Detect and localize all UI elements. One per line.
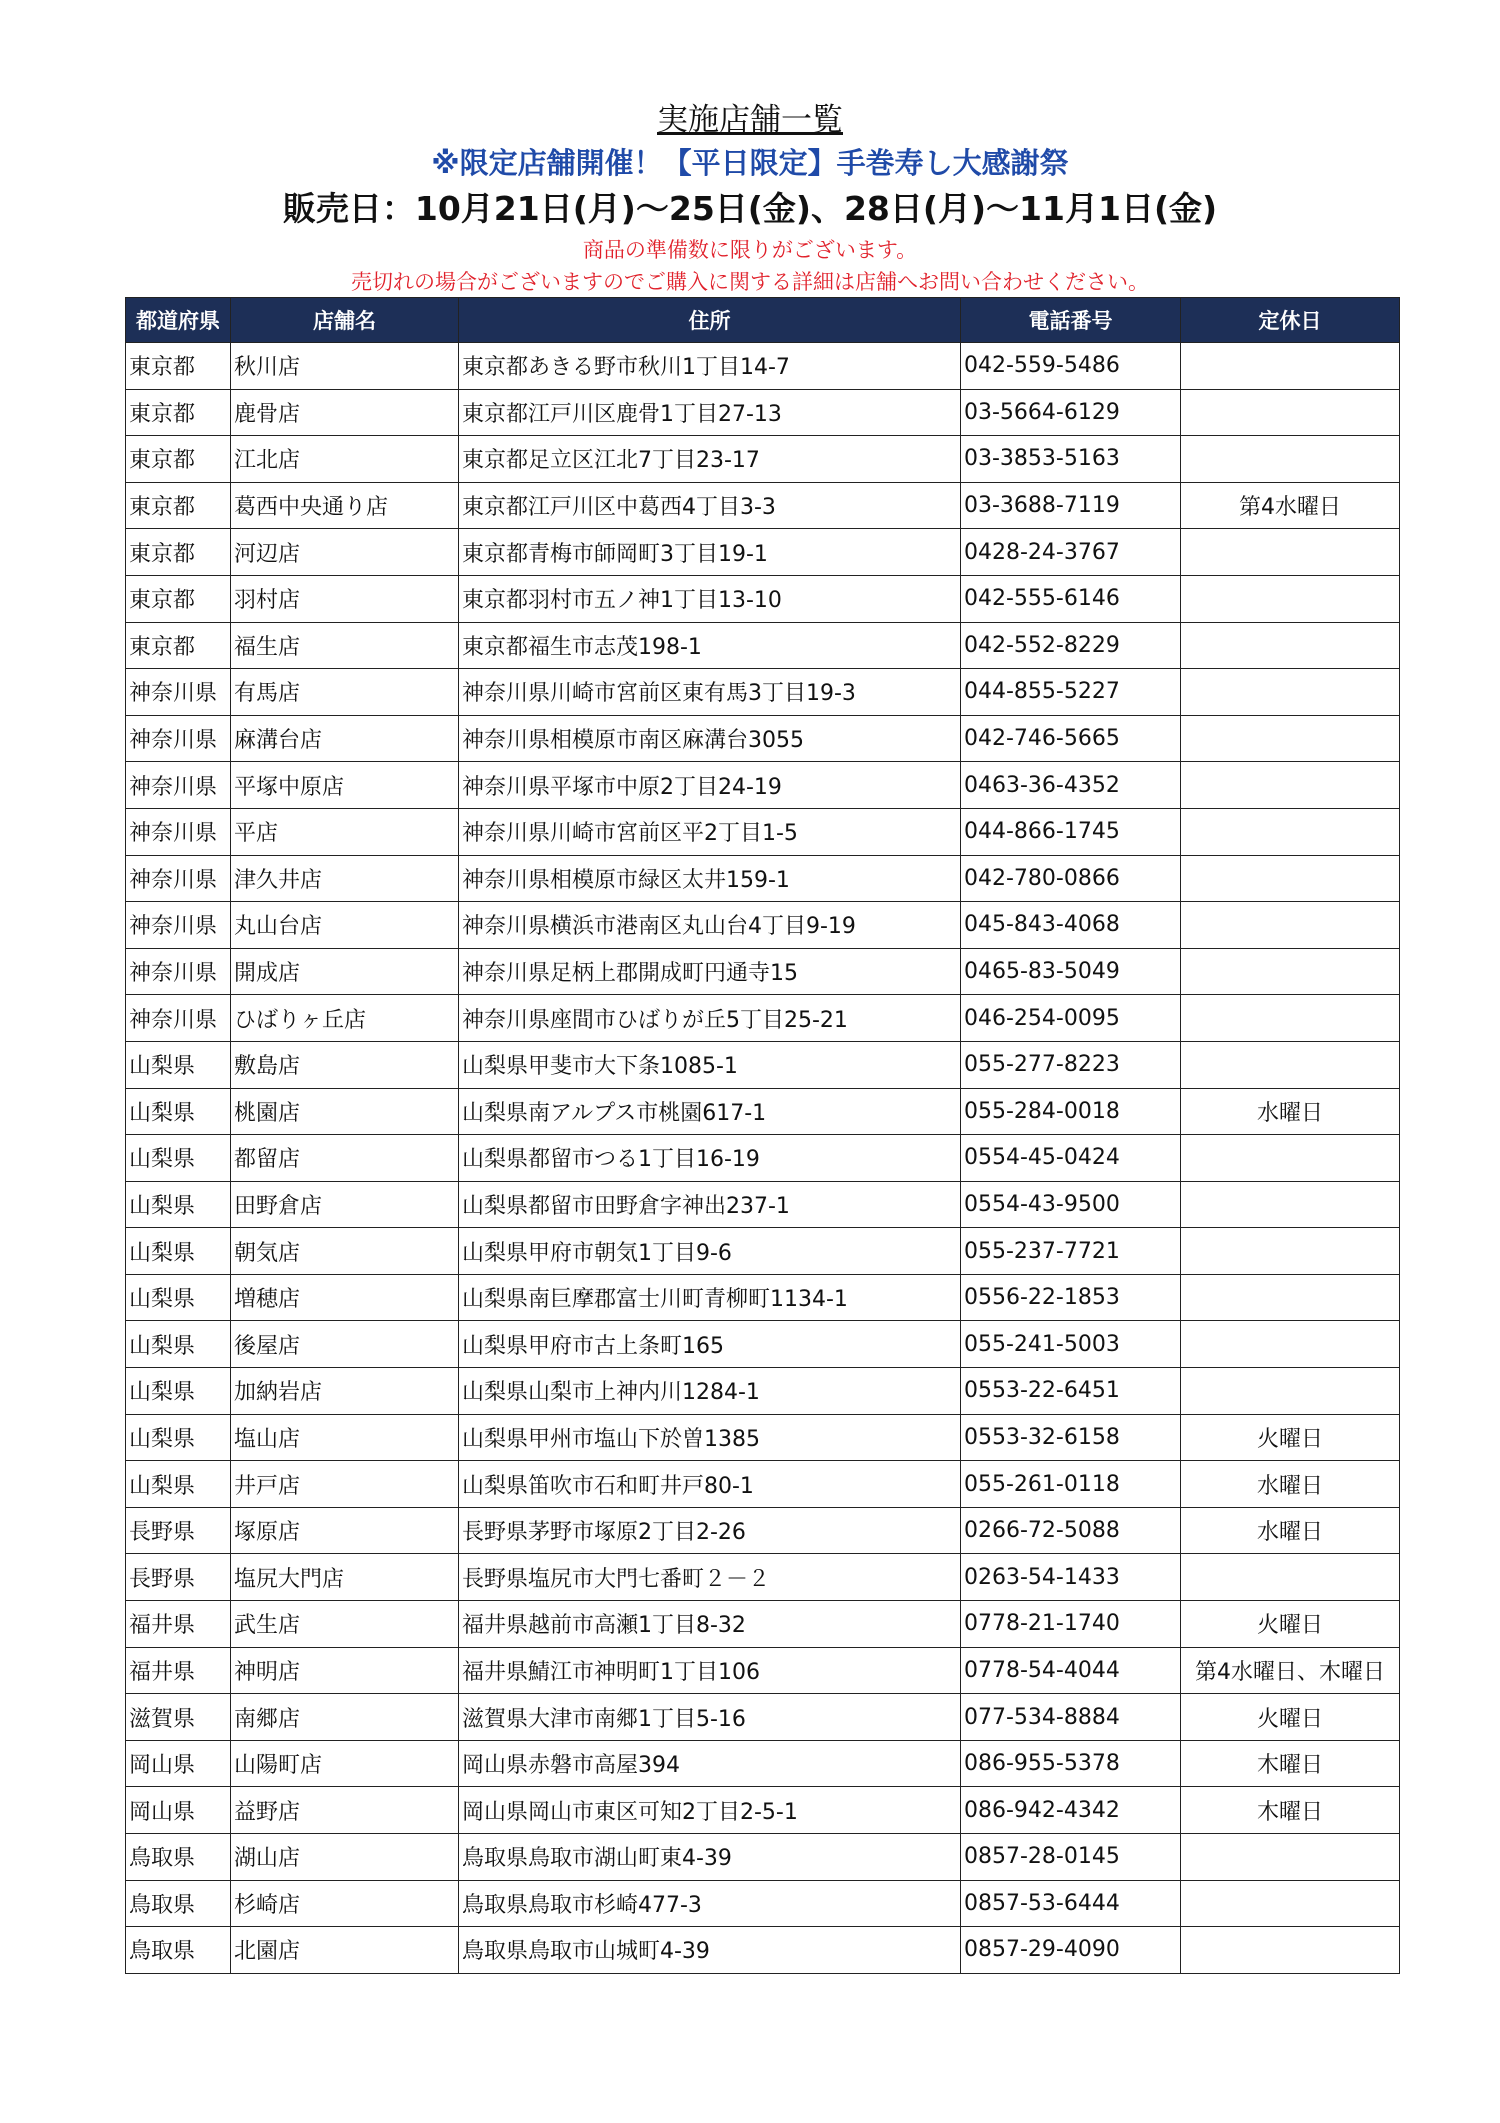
- cell-phone: 0465-83-5049: [961, 948, 1181, 995]
- cell-holiday: [1181, 1554, 1400, 1601]
- cell-address: 山梨県笛吹市石和町井戸80-1: [459, 1461, 961, 1508]
- cell-holiday: 水曜日: [1181, 1461, 1400, 1508]
- cell-address: 鳥取県鳥取市山城町4-39: [459, 1927, 961, 1974]
- cell-address: 福井県鯖江市神明町1丁目106: [459, 1647, 961, 1694]
- cell-phone: 046-254-0095: [961, 995, 1181, 1042]
- cell-address: 神奈川県平塚市中原2丁目24-19: [459, 762, 961, 809]
- cell-address: 山梨県都留市田野倉字神出237-1: [459, 1181, 961, 1228]
- cell-phone: 055-241-5003: [961, 1321, 1181, 1368]
- cell-holiday: 火曜日: [1181, 1694, 1400, 1741]
- cell-address: 山梨県都留市つる1丁目16-19: [459, 1135, 961, 1182]
- cell-phone: 045-843-4068: [961, 902, 1181, 949]
- cell-store-name: 朝気店: [231, 1228, 459, 1275]
- cell-store-name: 田野倉店: [231, 1181, 459, 1228]
- table-row: [126, 1554, 1400, 1601]
- column-header-address: 住所: [459, 298, 961, 343]
- cell-holiday: [1181, 808, 1400, 855]
- inquiry-note: 売切れの場合がございますのでご購入に関する詳細は店舗へお問い合わせください。: [351, 270, 1149, 294]
- cell-holiday: 水曜日: [1181, 1507, 1400, 1554]
- cell-address: 山梨県南アルプス市桃園617-1: [459, 1088, 961, 1135]
- cell-store-name: 平塚中原店: [231, 762, 459, 809]
- event-subtitle: ※限定店舗開催！【平日限定】手巻寿し大感謝祭: [431, 146, 1069, 180]
- cell-phone: 077-534-8884: [961, 1694, 1181, 1741]
- cell-address: 神奈川県座間市ひばりが丘5丁目25-21: [459, 995, 961, 1042]
- cell-address: 東京都江戸川区鹿骨1丁目27-13: [459, 389, 961, 436]
- cell-phone: 0778-54-4044: [961, 1647, 1181, 1694]
- cell-holiday: 木曜日: [1181, 1787, 1400, 1834]
- column-header-holiday: 定休日: [1181, 298, 1400, 343]
- table-body: [126, 343, 1400, 1974]
- cell-prefecture: 山梨県: [126, 1321, 231, 1368]
- cell-prefecture: 山梨県: [126, 1228, 231, 1275]
- cell-holiday: [1181, 1135, 1400, 1182]
- cell-phone: 0553-22-6451: [961, 1368, 1181, 1415]
- column-header-phone: 電話番号: [961, 298, 1181, 343]
- table-row: [126, 1228, 1400, 1275]
- table-row: [126, 1181, 1400, 1228]
- cell-prefecture: 山梨県: [126, 1181, 231, 1228]
- cell-store-name: 麻溝台店: [231, 715, 459, 762]
- cell-address: 東京都江戸川区中葛西4丁目3-3: [459, 482, 961, 529]
- cell-address: 鳥取県鳥取市杉崎477-3: [459, 1880, 961, 1927]
- table-row: [126, 902, 1400, 949]
- cell-phone: 042-559-5486: [961, 343, 1181, 390]
- cell-holiday: [1181, 389, 1400, 436]
- cell-phone: 055-277-8223: [961, 1041, 1181, 1088]
- cell-holiday: 第4水曜日: [1181, 482, 1400, 529]
- cell-store-name: 塩尻大門店: [231, 1554, 459, 1601]
- table-row: [126, 575, 1400, 622]
- cell-address: 神奈川県足柄上郡開成町円通寺15: [459, 948, 961, 995]
- cell-prefecture: 滋賀県: [126, 1694, 231, 1741]
- cell-holiday: [1181, 1834, 1400, 1881]
- cell-store-name: 北園店: [231, 1927, 459, 1974]
- cell-holiday: [1181, 1880, 1400, 1927]
- cell-store-name: 塚原店: [231, 1507, 459, 1554]
- cell-address: 神奈川県川崎市宮前区平2丁目1-5: [459, 808, 961, 855]
- cell-holiday: [1181, 715, 1400, 762]
- cell-store-name: 山陽町店: [231, 1740, 459, 1787]
- cell-phone: 042-746-5665: [961, 715, 1181, 762]
- cell-address: 東京都福生市志茂198-1: [459, 622, 961, 669]
- page-title: 実施店舗一覧: [657, 102, 843, 138]
- cell-phone: 042-552-8229: [961, 622, 1181, 669]
- cell-holiday: [1181, 902, 1400, 949]
- table-row: [126, 855, 1400, 902]
- cell-prefecture: 山梨県: [126, 1461, 231, 1508]
- cell-phone: 055-261-0118: [961, 1461, 1181, 1508]
- cell-prefecture: 神奈川県: [126, 902, 231, 949]
- cell-phone: 086-955-5378: [961, 1740, 1181, 1787]
- cell-phone: 055-237-7721: [961, 1228, 1181, 1275]
- cell-holiday: [1181, 1927, 1400, 1974]
- cell-prefecture: 長野県: [126, 1507, 231, 1554]
- cell-address: 山梨県山梨市上神内川1284-1: [459, 1368, 961, 1415]
- cell-phone: 044-866-1745: [961, 808, 1181, 855]
- cell-holiday: 水曜日: [1181, 1088, 1400, 1135]
- cell-holiday: [1181, 343, 1400, 390]
- table-row: [126, 995, 1400, 1042]
- table-row: [126, 1694, 1400, 1741]
- cell-store-name: 後屋店: [231, 1321, 459, 1368]
- cell-address: 岡山県赤磐市高屋394: [459, 1740, 961, 1787]
- cell-prefecture: 東京都: [126, 622, 231, 669]
- table-row: [126, 1368, 1400, 1415]
- cell-prefecture: 福井県: [126, 1647, 231, 1694]
- cell-address: 山梨県甲府市古上条町165: [459, 1321, 961, 1368]
- cell-address: 長野県塩尻市大門七番町２－２: [459, 1554, 961, 1601]
- table-row: [126, 669, 1400, 716]
- table-row: [126, 1601, 1400, 1648]
- cell-holiday: [1181, 529, 1400, 576]
- table-row: [126, 1927, 1400, 1974]
- cell-holiday: [1181, 1181, 1400, 1228]
- cell-phone: 0554-43-9500: [961, 1181, 1181, 1228]
- cell-holiday: [1181, 948, 1400, 995]
- cell-holiday: [1181, 995, 1400, 1042]
- cell-prefecture: 東京都: [126, 482, 231, 529]
- stock-note: 商品の準備数に限りがございます。: [582, 238, 918, 262]
- cell-phone: 0263-54-1433: [961, 1554, 1181, 1601]
- cell-holiday: [1181, 575, 1400, 622]
- cell-prefecture: 岡山県: [126, 1787, 231, 1834]
- cell-prefecture: 東京都: [126, 529, 231, 576]
- cell-store-name: 塩山店: [231, 1414, 459, 1461]
- cell-store-name: 増穂店: [231, 1274, 459, 1321]
- table-row: [126, 715, 1400, 762]
- cell-store-name: 南郷店: [231, 1694, 459, 1741]
- cell-phone: 03-3853-5163: [961, 436, 1181, 483]
- table-row: [126, 1834, 1400, 1881]
- table-row: [126, 1088, 1400, 1135]
- table-row: [126, 1507, 1400, 1554]
- cell-prefecture: 神奈川県: [126, 715, 231, 762]
- cell-store-name: 敷島店: [231, 1041, 459, 1088]
- table-row: [126, 1414, 1400, 1461]
- cell-store-name: 桃園店: [231, 1088, 459, 1135]
- cell-address: 山梨県甲府市朝気1丁目9-6: [459, 1228, 961, 1275]
- column-header-prefecture: 都道府県: [126, 298, 231, 343]
- cell-phone: 03-5664-6129: [961, 389, 1181, 436]
- cell-store-name: 葛西中央通り店: [231, 482, 459, 529]
- cell-prefecture: 東京都: [126, 575, 231, 622]
- cell-prefecture: 山梨県: [126, 1088, 231, 1135]
- table-row: [126, 1461, 1400, 1508]
- cell-prefecture: 山梨県: [126, 1414, 231, 1461]
- table-row: [126, 948, 1400, 995]
- cell-prefecture: 山梨県: [126, 1135, 231, 1182]
- cell-address: 東京都足立区江北7丁目23-17: [459, 436, 961, 483]
- table-header-row: [126, 298, 1400, 343]
- cell-store-name: 湖山店: [231, 1834, 459, 1881]
- cell-address: 山梨県南巨摩郡富士川町青柳町1134-1: [459, 1274, 961, 1321]
- cell-store-name: 河辺店: [231, 529, 459, 576]
- cell-store-name: ひばりヶ丘店: [231, 995, 459, 1042]
- cell-store-name: 加納岩店: [231, 1368, 459, 1415]
- cell-address: 山梨県甲州市塩山下於曽1385: [459, 1414, 961, 1461]
- cell-address: 神奈川県横浜市港南区丸山台4丁目9-19: [459, 902, 961, 949]
- table-row: [126, 1041, 1400, 1088]
- cell-holiday: [1181, 1274, 1400, 1321]
- cell-prefecture: 鳥取県: [126, 1880, 231, 1927]
- sale-dates: 販売日：10月21日(月)～25日(金)、28日(月)～11月1日(金): [282, 189, 1218, 228]
- cell-address: 鳥取県鳥取市湖山町東4-39: [459, 1834, 961, 1881]
- cell-prefecture: 岡山県: [126, 1740, 231, 1787]
- cell-prefecture: 山梨県: [126, 1368, 231, 1415]
- table-row: [126, 808, 1400, 855]
- cell-store-name: 羽村店: [231, 575, 459, 622]
- cell-phone: 086-942-4342: [961, 1787, 1181, 1834]
- cell-store-name: 鹿骨店: [231, 389, 459, 436]
- cell-store-name: 津久井店: [231, 855, 459, 902]
- cell-holiday: [1181, 622, 1400, 669]
- cell-address: 東京都あきる野市秋川1丁目14-7: [459, 343, 961, 390]
- cell-store-name: 有馬店: [231, 669, 459, 716]
- cell-holiday: [1181, 1368, 1400, 1415]
- cell-address: 神奈川県相模原市南区麻溝台3055: [459, 715, 961, 762]
- cell-store-name: 井戸店: [231, 1461, 459, 1508]
- table-row: [126, 529, 1400, 576]
- cell-store-name: 平店: [231, 808, 459, 855]
- cell-phone: 0857-28-0145: [961, 1834, 1181, 1881]
- cell-prefecture: 東京都: [126, 436, 231, 483]
- cell-store-name: 丸山台店: [231, 902, 459, 949]
- table-row: [126, 1787, 1400, 1834]
- cell-prefecture: 長野県: [126, 1554, 231, 1601]
- cell-phone: 0778-21-1740: [961, 1601, 1181, 1648]
- cell-store-name: 江北店: [231, 436, 459, 483]
- cell-holiday: [1181, 762, 1400, 809]
- cell-store-name: 秋川店: [231, 343, 459, 390]
- cell-phone: 0553-32-6158: [961, 1414, 1181, 1461]
- cell-prefecture: 神奈川県: [126, 948, 231, 995]
- cell-prefecture: 神奈川県: [126, 995, 231, 1042]
- table-row: [126, 343, 1400, 390]
- cell-holiday: [1181, 669, 1400, 716]
- cell-phone: 0556-22-1853: [961, 1274, 1181, 1321]
- table-row: [126, 762, 1400, 809]
- cell-phone: 0554-45-0424: [961, 1135, 1181, 1182]
- cell-prefecture: 山梨県: [126, 1041, 231, 1088]
- cell-prefecture: 福井県: [126, 1601, 231, 1648]
- cell-holiday: [1181, 1228, 1400, 1275]
- cell-phone: 0857-29-4090: [961, 1927, 1181, 1974]
- cell-prefecture: 鳥取県: [126, 1834, 231, 1881]
- table-row: [126, 389, 1400, 436]
- cell-holiday: 木曜日: [1181, 1740, 1400, 1787]
- column-header-store: 店舗名: [231, 298, 459, 343]
- table-row: [126, 1647, 1400, 1694]
- cell-holiday: [1181, 855, 1400, 902]
- cell-prefecture: 神奈川県: [126, 762, 231, 809]
- cell-store-name: 神明店: [231, 1647, 459, 1694]
- cell-address: 神奈川県川崎市宮前区東有馬3丁目19-3: [459, 669, 961, 716]
- cell-prefecture: 東京都: [126, 343, 231, 390]
- cell-phone: 0266-72-5088: [961, 1507, 1181, 1554]
- cell-store-name: 福生店: [231, 622, 459, 669]
- cell-holiday: [1181, 436, 1400, 483]
- store-table: [125, 297, 1400, 1974]
- document-header: [0, 98, 1500, 298]
- table-row: [126, 436, 1400, 483]
- table-row: [126, 1321, 1400, 1368]
- cell-store-name: 杉崎店: [231, 1880, 459, 1927]
- cell-store-name: 開成店: [231, 948, 459, 995]
- table-row: [126, 1274, 1400, 1321]
- cell-address: 山梨県甲斐市大下条1085-1: [459, 1041, 961, 1088]
- cell-address: 神奈川県相模原市緑区太井159-1: [459, 855, 961, 902]
- cell-address: 滋賀県大津市南郷1丁目5-16: [459, 1694, 961, 1741]
- cell-phone: 042-555-6146: [961, 575, 1181, 622]
- store-table-container: [125, 297, 1399, 1974]
- cell-phone: 042-780-0866: [961, 855, 1181, 902]
- cell-phone: 0428-24-3767: [961, 529, 1181, 576]
- cell-phone: 0857-53-6444: [961, 1880, 1181, 1927]
- table-row: [126, 1740, 1400, 1787]
- cell-prefecture: 神奈川県: [126, 855, 231, 902]
- cell-phone: 055-284-0018: [961, 1088, 1181, 1135]
- cell-store-name: 益野店: [231, 1787, 459, 1834]
- cell-prefecture: 神奈川県: [126, 669, 231, 716]
- cell-phone: 044-855-5227: [961, 669, 1181, 716]
- cell-store-name: 都留店: [231, 1135, 459, 1182]
- table-row: [126, 622, 1400, 669]
- cell-address: 東京都青梅市師岡町3丁目19-1: [459, 529, 961, 576]
- cell-phone: 03-3688-7119: [961, 482, 1181, 529]
- cell-address: 岡山県岡山市東区可知2丁目2-5-1: [459, 1787, 961, 1834]
- cell-holiday: 第4水曜日、木曜日: [1181, 1647, 1400, 1694]
- cell-prefecture: 鳥取県: [126, 1927, 231, 1974]
- table-row: [126, 1880, 1400, 1927]
- table-row: [126, 1135, 1400, 1182]
- cell-prefecture: 東京都: [126, 389, 231, 436]
- cell-phone: 0463-36-4352: [961, 762, 1181, 809]
- cell-prefecture: 神奈川県: [126, 808, 231, 855]
- cell-prefecture: 山梨県: [126, 1274, 231, 1321]
- cell-store-name: 武生店: [231, 1601, 459, 1648]
- cell-address: 東京都羽村市五ノ神1丁目13-10: [459, 575, 961, 622]
- cell-address: 福井県越前市高瀬1丁目8-32: [459, 1601, 961, 1648]
- cell-holiday: 火曜日: [1181, 1601, 1400, 1648]
- table-row: [126, 482, 1400, 529]
- cell-holiday: [1181, 1321, 1400, 1368]
- cell-holiday: [1181, 1041, 1400, 1088]
- cell-holiday: 火曜日: [1181, 1414, 1400, 1461]
- cell-address: 長野県茅野市塚原2丁目2-26: [459, 1507, 961, 1554]
